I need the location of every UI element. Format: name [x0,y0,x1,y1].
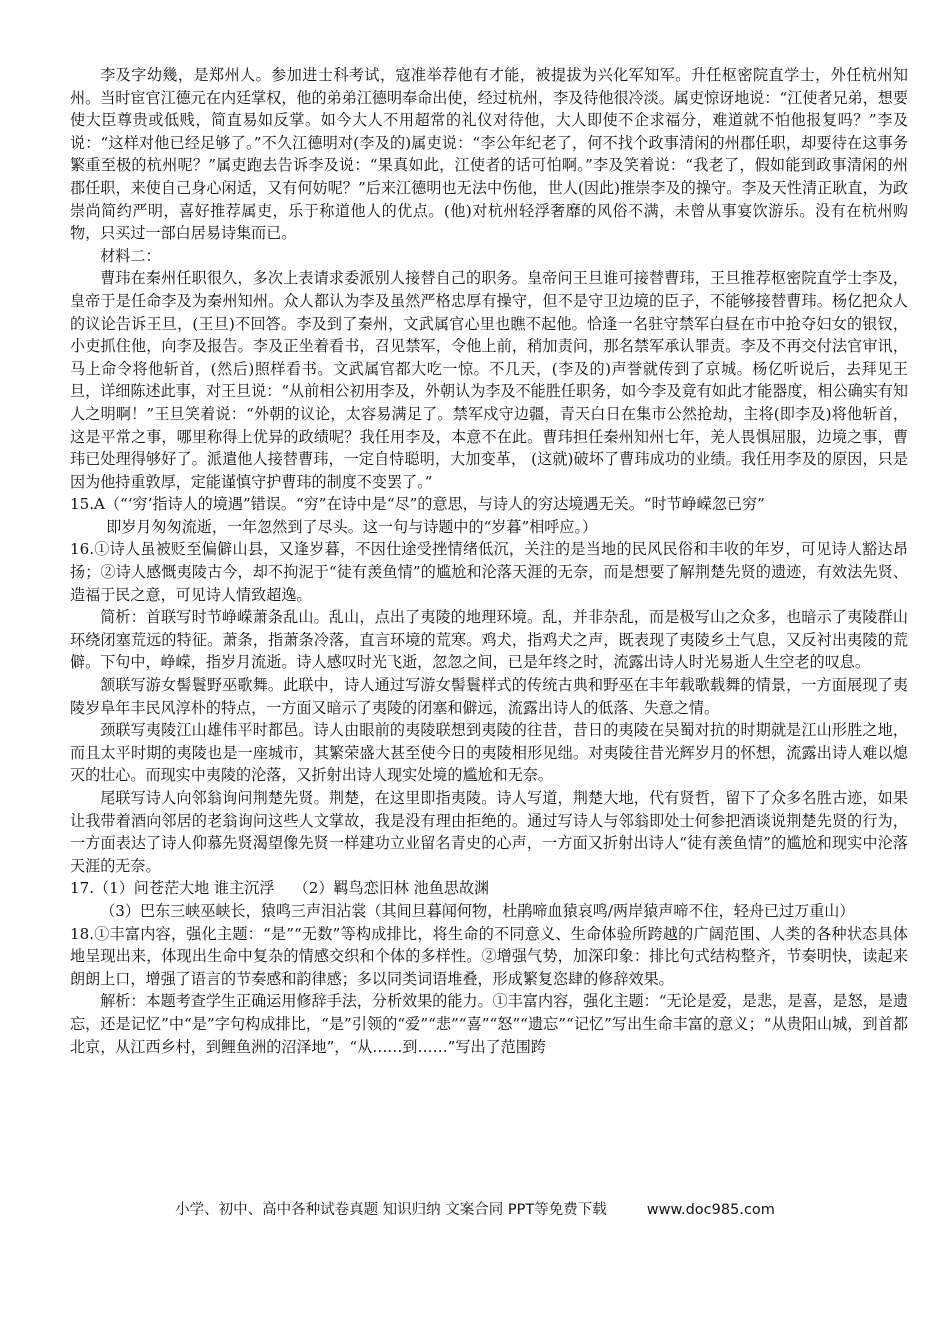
page-footer [0,1198,950,1219]
answer-18: 18.①丰富内容，强化主题：“是”“无数”等构成排比，将生命的不同意义、生命体验所跨越的广阔范围、人类的各种状态具体地呈现出来，体现出生命中复杂的情感交织和个体的多样性。②增强气势，加深印象：排比句式结构整齐，节奏明快，读起来朗朗上口，增强了语言的节奏感和韵律感；多以同类词语堆叠，形成繁复恣肆的修辞效果。 [70,924,908,988]
material-two-heading: 材料二： [100,246,161,265]
material-two-translation: 曹玮在秦州任职很久，多次上表请求委派别人接替自己的职务。皇帝问王旦谁可接替曹玮，王旦推荐枢密院直学士李及，皇帝于是任命李及为秦州知州。众人都认为李及虽然严格忠厚有操守，但不是守卫边境的臣子，不能够接替曹玮。杨亿把众人的议论告诉王旦，(王旦)不回答。李及到了秦州，文武属官心里也瞧不起他。恰逢一名驻守禁军白昼在市中抢夺妇女的银钗，小吏抓住他，向李及报告。李及正坐着看书，召见禁军，令他上前，稍加责问，那名禁军承认罪责。李及不再交付法官审讯，马上命令将他斩首，(然后)照样看书。文武属官都大吃一惊。不几天，(李及的)声誉就传到了京城。杨亿听说后，去拜见王旦，详细陈述此事，对王旦说：“从前相公初用李及，外朝认为李及不能胜任职务，如今李及竟有如此才能器度，相公确实有知人之明啊！”王旦笑着说：“外朝的议论，太容易满足了。禁军戍守边疆，青天白日在集市公然抢劫，主将(即李及)将他斩首，这是平常之事，哪里称得上优异的政绩呢？我任用李及，本意不在此。曹玮担任秦州知州七年，羌人畏惧屈服，边境之事，曹玮已处理得够好了。派遣他人接替曹玮，一定自恃聪明，大加变革， (这就)破坏了曹玮成功的业绩。我任用李及的原因，只是因为他持重敦厚，定能谨慎守护曹玮的制度不变罢了。” [70,269,908,491]
answer-16-analysis-third-couplet: 颈联写夷陵江山雄伟平时都邑。诗人由眼前的夷陵联想到夷陵的往昔，昔日的夷陵在吴蜀对抗的时期就是江山形胜之地，而且太平时期的夷陵也是一座城市，其繁荣盛大甚至使今日的夷陵相形见绌。对夷陵往昔光辉岁月的怀想，流露出诗人难以熄灭的壮心。而现实中夷陵的沦落，又折射出诗人现实处境的尴尬和无奈。 [70,721,908,785]
answer-16: 16.①诗人虽被贬至偏僻山县，又逢岁暮，不因仕途受挫情绪低沉，关注的是当地的民风民俗和丰收的年岁，可见诗人豁达昂扬；②诗人感慨夷陵古今，却不拘泥于“徒有羡鱼情”的尴尬和沦落天涯的无奈，而是想要了解荆楚先贤的遗迹，有效法先贤、造福于民之意，可见诗人情致超逸。 [70,540,908,604]
answer-16-analysis-second-couplet: 颔联写游女髻鬟野巫歌舞。此联中，诗人通过写游女髻鬟样式的传统古典和野巫在丰年载歌载舞的情景，一方面展现了夷陵岁阜年丰民风淳朴的特点，一方面又暗示了夷陵的闭塞和僻远，流露出诗人的低落、失意之情。 [70,676,908,717]
answer-17-part-3: （3）巴东三峡巫峡长，猿鸣三声泪沾裳（其间旦暮闻何物，杜鹃啼血猿哀鸣/两岸猿声啼不住，轻舟已过万重山） [100,901,855,920]
answer-15-continued: 即岁月匆匆流逝，一年忽然到了尽头。这一句与诗题中的“岁暮”相呼应。） [106,517,598,536]
answer-16-analysis-first-couplet: 简析：首联写时节峥嵘萧条乱山。乱山，点出了夷陵的地理环境。乱，并非杂乱，而是极写山之众多，也暗示了夷陵群山环绕闭塞荒远的特征。萧条，指萧条冷落，直言环境的荒寒。鸡犬，指鸡犬之声，既表现了夷陵乡土气息，又反衬出夷陵的荒僻。下句中，峥嵘，指岁月流逝。诗人感叹时光飞逝，忽忽之间，已是年终之时，流露出诗人时光易逝人生空老的叹息。 [70,608,908,672]
answer-18-analysis: 解析：本题考查学生正确运用修辞手法，分析效果的能力。①丰富内容，强化主题：“无论是爱，是悲，是喜，是怒，是遗忘，还是记忆”中“是”字句构成排比，“是”引领的“爱”“悲”“喜”“怒”“遗忘”“记忆”写出生命丰富的意义；“从贵阳山城，到首都北京，从江西乡村，到鲤鱼洲的沼泽地”，“从……到……”写出了范围跨 [70,992,908,1056]
answer-15: 15.A（“‘穷’指诗人的境遇”错误。“穷”在诗中是“尽”的意思，与诗人的穷达境遇无关。“时节峥嵘忽已穷” [70,495,765,514]
answer-16-analysis-last-couplet: 尾联写诗人向邻翁询问荆楚先贤。荆楚，在这里即指夷陵。诗人写道，荆楚大地，代有贤哲，留下了众多名胜古迹，如果让我带着酒向邻居的老翁询问这些人文掌故，我是没有理由拒绝的。通过写诗人与邻翁即处士何参把酒谈说荆楚先贤的行为，一方面表达了诗人仰慕先贤渴望像先贤一样建功立业留名青史的心声，一方面又折射出诗人“徒有羡鱼情”的尴尬和现实中沦落天涯的无奈。 [70,789,908,875]
document-body [70,64,908,1058]
footer-url[interactable]: www.doc985.com [646,1202,775,1218]
footer-text: 小学、初中、高中各种试卷真题 知识归纳 文案合同 PPT等免费下载 [175,1202,607,1218]
answer-17: 17.（1）问苍茫大地 谁主沉浮 （2）羁鸟恋旧林 池鱼思故渊 [70,879,490,898]
material-one-translation: 李及字幼幾，是郑州人。参加进士科考试，寇准举荐他有才能，被提拔为兴化军知军。升任枢密院直学士，外任杭州知州。当时宦官江德元在内廷掌权，他的弟弟江德明奉命出使，经过杭州，李及待他很冷淡。属吏惊讶地说：“江使者兄弟，想要使大臣尊贵或低贱，简直易如反掌。如今大人不用超常的礼仪对待他，大人即使不企求福分，难道就不怕他报复吗？”李及说：“这样对他已经足够了。”不久江德明对(李及的)属吏说：“李公年纪老了，何不找个政事清闲的州郡任职，却要待在这事务繁重至极的杭州呢？”属吏跑去告诉李及说：“果真如此，江使者的话可怕啊。”李及笑着说：“我老了，假如能到政事清闲的州郡任职，来使自己身心闲适，又有何妨呢？”后来江德明也无法中伤他，世人(因此)推崇李及的操守。李及天性清正耿直，为政崇尚简约严明，喜好推荐属吏，乐于称道他人的优点。(他)对杭州轻浮奢靡的风俗不满，未曾从事宴饮游乐。没有在杭州购物，只买过一部白居易诗集而已。 [70,66,908,243]
